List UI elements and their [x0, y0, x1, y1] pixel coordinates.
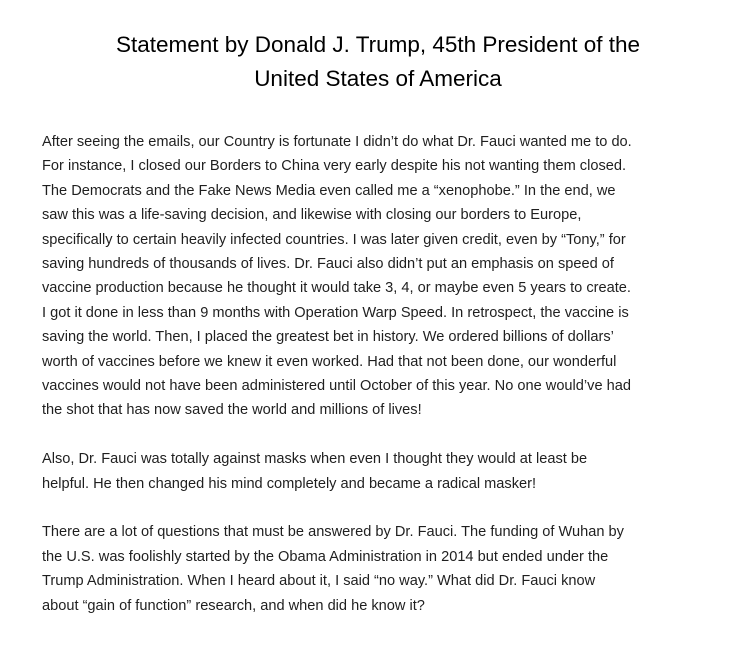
paragraph [42, 447, 714, 496]
text-line: specifically to certain heavily infected countries. I was later given credit, even by “Tony,” for [42, 231, 626, 248]
text-line: After seeing the emails, our Country is fortunate I didn’t do what Dr. Fauci wanted me to do. [42, 134, 632, 150]
page-title [20, 28, 736, 96]
statement-body [42, 130, 714, 618]
text-line: saw this was a life-saving decision, and likewise with closing our borders to Europe, [42, 207, 582, 224]
text-line: Also, Dr. Fauci was totally against masks when even I thought they would at least be [42, 451, 588, 468]
text-line: the U.S. was foolishly started by the Obama Administration in 2014 but ended under the [42, 548, 609, 565]
paragraph [42, 130, 714, 423]
text-line: saving hundreds of thousands of lives. Dr. Fauci also didn’t put an emphasis on speed of [42, 256, 614, 273]
text-line: helpful. He then changed his mind completely and became a radical masker! [42, 475, 537, 492]
text-line: There are a lot of questions that must be answered by Dr. Fauci. The funding of Wuhan by [42, 524, 624, 541]
text-line: worth of vaccines before we knew it even worked. Had that not been done, our wonderful [42, 353, 617, 370]
text-line: about “gain of function” research, and when did he know it? [42, 597, 425, 614]
text-line: Trump Administration. When I heard about it, I said “no way.” What did Dr. Fauci know [42, 573, 596, 590]
text-line: The Democrats and the Fake News Media even called me a “xenophobe.” In the end, we [42, 182, 616, 199]
title-line: United States of America [254, 66, 502, 91]
text-line: For instance, I closed our Borders to China very early despite his not wanting them closed. [42, 158, 627, 175]
paragraph [42, 520, 714, 618]
text-line: I got it done in less than 9 months with Operation Warp Speed. In retrospect, the vaccine is [42, 304, 629, 321]
text-line: the shot that has now saved the world and millions of lives! [42, 402, 422, 419]
text-line: vaccines would not have been administered until October of this year. No one would’ve had [42, 378, 631, 395]
title-line: Statement by Donald J. Trump, 45th President of the [115, 32, 641, 57]
text-line: vaccine production because he thought it would take 3, 4, or maybe even 5 years to create. [42, 280, 631, 297]
text-line: saving the world. Then, I placed the greatest bet in history. We ordered billions of dollars’ [42, 329, 614, 346]
